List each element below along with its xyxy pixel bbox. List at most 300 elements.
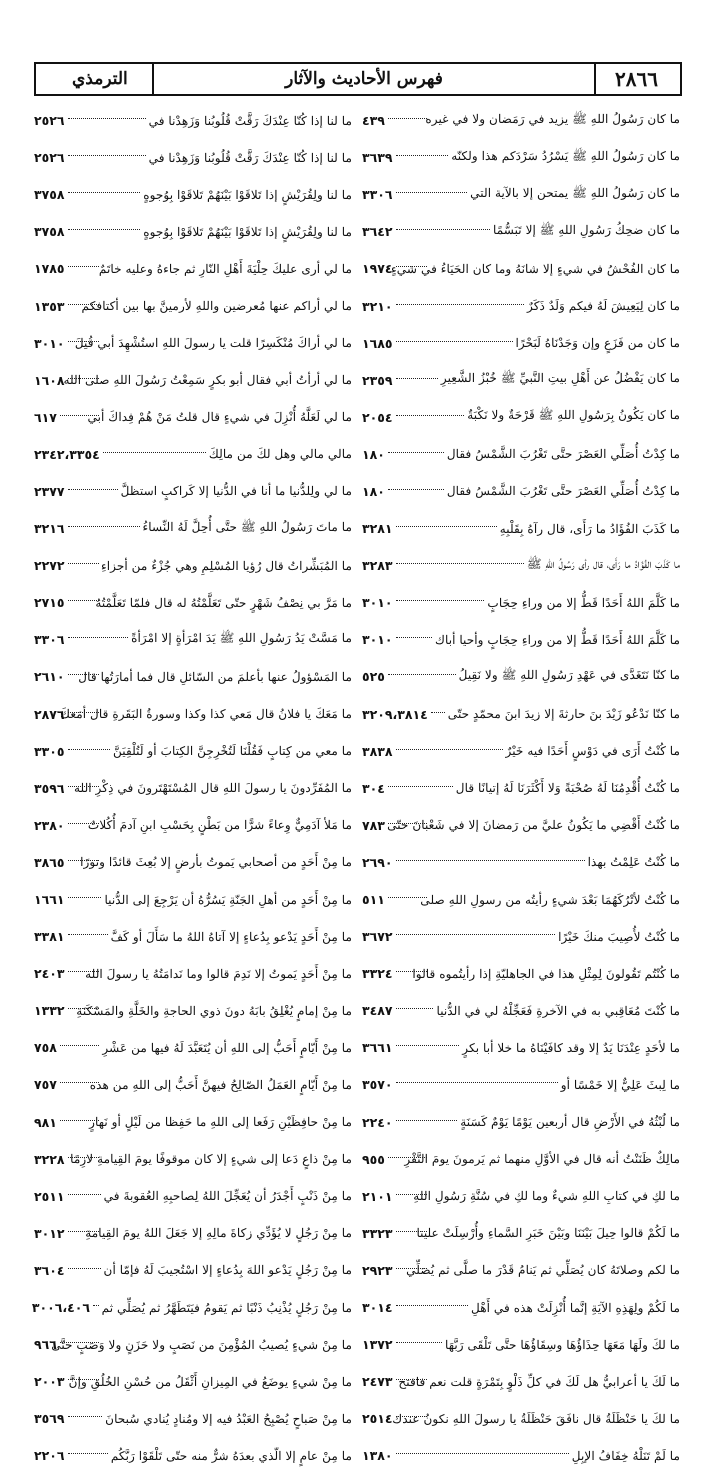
entry-reference-number: ٢٠٠٣ (34, 1374, 65, 1390)
leader-dots (388, 489, 444, 490)
index-entry (362, 436, 680, 473)
index-entry (362, 287, 680, 324)
entry-text: ما كُنْتُ عَلِمْتُ بهذا (587, 855, 680, 870)
index-entry (362, 844, 680, 881)
leader-dots (396, 1416, 427, 1417)
entry-reference-number: ١٦٨٥ (362, 335, 393, 351)
entry-reference-number: ٥١١ (362, 892, 385, 908)
entry-text: ما مِنْ عامٍ إلا الّذي بعدَهُ شرٌّ منه حتّى تَلْقَوْا رَبَّكُم (110, 1448, 352, 1463)
leader-dots (68, 786, 99, 787)
entry-reference-number: ٢٥١٤ (362, 1411, 393, 1427)
index-entry (362, 213, 680, 250)
leader-dots (396, 1082, 558, 1083)
leader-dots (68, 1008, 99, 1009)
index-entry (34, 696, 352, 733)
entry-reference-number: ٣٠١٤ (362, 1300, 393, 1316)
entry-reference-number: ٢٦١٠ (34, 669, 65, 685)
entry-text: ما لي أراكم عنها مُعرضين واللهِ لأرمينَّ بها بين أكتافكم (81, 299, 352, 314)
entry-reference-number: ٢٤٧٣ (362, 1374, 393, 1390)
index-entry (362, 1252, 680, 1289)
leader-dots (396, 934, 556, 935)
index-entry (362, 510, 680, 547)
entry-text: ما لكَ ولَهَا مَعَهَا حِذَاؤُهَا وسِقَاؤُهَا حتَّى تَلْقَى رَبَّهَا (445, 1337, 680, 1352)
leader-dots (60, 1045, 99, 1046)
leader-dots (396, 637, 432, 638)
entry-reference-number: ٢٣٨٠ (34, 817, 65, 833)
entry-reference-number: ٣٢٢٨ (34, 1151, 65, 1167)
entry-reference-number: ٣٣٠٦ (34, 632, 65, 648)
leader-dots (388, 118, 427, 119)
entry-reference-number: ١٨٠ (362, 446, 385, 462)
entry-text: ما مِنْ رَجُلٍ لا يُؤَدِّي زكاةَ مالِهِ إلا جَعَلَ اللهُ يومَ القِيامةِ (85, 1226, 352, 1241)
leader-dots (68, 1416, 103, 1417)
entry-text: ما كان يَفْضُلُ عن أَهْلِ بيتِ النَّبيِّ ﷺ خُبْزُ الشَّعِيرِ (440, 371, 680, 386)
entry-text: ما المَسْؤولُ عنها بأعلمَ من السّائلِ قال فما أمارَتُها قال (78, 669, 352, 684)
entry-reference-number: ٢٠٥٤ (362, 409, 393, 425)
entry-text: ما مِنْ حافِظَيْنِ رَفَعا إلى اللهِ ما حَفِظا من لَيْلٍ أو نَهارٍ (89, 1115, 352, 1130)
entry-text: ما كان لِيَعِيشَ لَهُ فيكم وَلَدٌ ذَكَرٌ (527, 299, 680, 314)
index-entry (362, 1289, 680, 1326)
index-entry (34, 399, 352, 436)
index-entry (34, 102, 352, 139)
entry-reference-number: ٢٥١١ (34, 1188, 65, 1204)
leader-dots (68, 1379, 99, 1380)
leader-dots (396, 1453, 569, 1454)
leader-dots (396, 415, 465, 416)
leader-dots (68, 526, 140, 527)
entry-reference-number: ١٩٧٤ (362, 261, 393, 277)
index-entry (362, 992, 680, 1029)
entry-reference-number: ٢٢٤٠ (362, 1114, 393, 1130)
leader-dots (388, 786, 453, 787)
index-entry (362, 955, 680, 992)
entry-text: ما لي لَعَلَّهُ أُنْزِلَ في شيءٍ قال قلتُ مَنْ هُمْ فِداكَ أبي (87, 410, 352, 425)
entry-reference-number: ٢٤٠٣ (34, 966, 65, 982)
index-entry (362, 1400, 680, 1437)
page-title: فهرس الأحاديث والآثار (285, 69, 443, 89)
index-entry (34, 584, 352, 621)
index-entry (34, 1029, 352, 1066)
entry-text: ما مِنْ صَباحٍ يُصْبِحُ العَبْدُ فيه إلا ومُنادٍ يُنادي سُبحانَ (105, 1411, 352, 1426)
entry-text: ما كُنْتُ لأتْرُكَهُمَا بَعْدَ شيءٍ رأيتُه من رسولِ اللهِ صلى (420, 892, 680, 907)
entry-text: ما كَذَبَ الفُؤَادُ ما رَأَى، قال رأى رَسُولُ اللهِ ﷺ (526, 556, 680, 571)
leader-dots (60, 1342, 99, 1343)
entry-text: ما لكَ يا حَنْظَلَةُ قال نافَقَ حَنْظَلَةُ يا رسولَ اللهِ نكونُ عندك (392, 1411, 680, 1426)
entry-text: ما كِدْتُ أُصَلِّي العَصْرَ حتَّى تَغْرُبَ الشَّمْسُ فقال (446, 484, 680, 499)
leader-dots (68, 934, 108, 935)
leader-dots (396, 1342, 443, 1343)
index-entry (34, 1178, 352, 1215)
leader-dots (68, 192, 141, 193)
entry-reference-number: ١٣٣٢ (34, 1003, 65, 1019)
leader-dots (68, 1231, 99, 1232)
entry-reference-number: ٣٧٥٨ (34, 187, 65, 203)
entry-reference-number: ٣٣٠٦ (362, 187, 393, 203)
entry-reference-number: ١٧٨٥ (34, 261, 65, 277)
entry-text: ما مِنْ ذَنْبٍ أَجْدَرُ أن يُعَجِّلَ اللهُ لِصاحبِهِ العُقوبةَ في (103, 1189, 352, 1204)
entry-text: ما لنا إذا كُنّا عِنْدَكَ رَقَّتْ قُلُوبُنا وَزَهِدْنا في (148, 150, 352, 165)
index-entry (34, 473, 352, 510)
leader-dots (396, 600, 485, 601)
leader-dots (68, 229, 141, 230)
index-entry (362, 658, 680, 695)
index-entry (362, 733, 680, 770)
index-entry (362, 696, 680, 733)
leader-dots (68, 637, 129, 638)
entry-text: ما لَكُمْ ولِهَذِهِ الآيَةِ إنَّما أُنْزِلَتْ هذه في أَهْلِ (470, 1300, 680, 1315)
entry-text: ما مِنْ أَحَدٍ يَموتُ إلا نَدِمَ قالوا وما نَدامَتُهُ يا رسولَ الله (85, 966, 352, 981)
entry-reference-number: ٢٧١٥ (34, 595, 65, 611)
leader-dots (396, 971, 427, 972)
entry-reference-number: ٩٨١ (34, 1114, 57, 1130)
entry-text: ما لنا ولِقُرَيْشٍ إذا تَلاقَوْا بَيْنَهُمْ تَلاقَوْا بِوُجوهٍ (143, 224, 352, 239)
leader-dots (103, 452, 206, 453)
entry-reference-number: ٣٢١٠ (362, 298, 393, 314)
entry-reference-number: ٣٢٨١ (362, 521, 393, 537)
header-left-rule (34, 64, 36, 94)
entry-reference-number: ٣٧٥٨ (34, 224, 65, 240)
index-entry (34, 436, 352, 473)
index-entry (362, 176, 680, 213)
entry-reference-number: ٤٣٩ (362, 113, 385, 129)
entry-reference-number: ١٦٦١ (34, 892, 65, 908)
index-entry (34, 955, 352, 992)
entry-reference-number: ٣٠٤ (362, 780, 385, 796)
index-entry (362, 1178, 680, 1215)
index-entry (34, 1215, 352, 1252)
entry-reference-number: ١٣٥٣ (34, 298, 65, 314)
index-entry (34, 547, 352, 584)
leader-dots (396, 749, 503, 750)
entry-reference-number: ٣٤٨٧ (362, 1003, 393, 1019)
entry-reference-number: ٣٢٨٣ (362, 558, 393, 574)
index-entry (362, 881, 680, 918)
entry-text: ما مَعَكَ يا فلانُ قال مَعي كذا وكذا وسورةُ البَقَرةِ قال أمَعكَ (60, 707, 352, 722)
entry-reference-number: ٣٥٦٩ (34, 1411, 65, 1427)
entry-reference-number: ٣٠١٠ (34, 335, 65, 351)
leader-dots (68, 897, 102, 898)
page-header (34, 62, 682, 96)
entry-text: ما كان ضحِكُ رَسُولِ اللهِ ﷺ إلا تَبَسُّمًا (493, 222, 680, 237)
entry-reference-number: ٢١٠١ (362, 1188, 393, 1204)
index-entry (34, 1104, 352, 1141)
entry-reference-number: ٢٨٧٦ (34, 706, 65, 722)
leader-dots (68, 712, 99, 713)
leader-dots (396, 229, 490, 230)
entry-text: ما كُنْتُ لأُصِيبَ منكَ خَيْرًا (558, 929, 680, 944)
entry-reference-number: ٣٦٦١ (362, 1040, 393, 1056)
entry-reference-number: ٢٩٢٣ (362, 1262, 393, 1278)
entry-reference-number: ٣٦٣٩ (362, 150, 393, 166)
leader-dots (93, 1305, 99, 1306)
leader-dots (431, 712, 445, 713)
leader-dots (68, 971, 99, 972)
leader-dots (396, 1231, 427, 1232)
entry-text: ما مِنْ أَحَدٍ من أهلِ الجَنّةِ يَسُرُّهُ أن يَرْجِعَ إلى الدُّنيا (104, 892, 352, 907)
entry-text: ما كان رَسُولُ اللهِ ﷺ يزيد في رَمَضان ولا في غيره (425, 111, 680, 126)
entry-reference-number: ٣٠١٠ (362, 595, 393, 611)
leader-dots (68, 749, 110, 750)
leader-dots (68, 860, 99, 861)
entry-reference-number: ٢٥٢٦ (34, 150, 65, 166)
index-entry (34, 658, 352, 695)
section-name: الترمذي (72, 69, 128, 89)
leader-dots (68, 266, 99, 267)
entry-text: ما مِنْ شيءٍ يوضَعُ في المِيزانِ أَثْقَلُ من حُسْنِ الخُلُقِ وإنَّ (68, 1374, 352, 1389)
leader-dots (396, 1120, 458, 1121)
entry-text: ما لَكَ يا أعرابيُّ هل لَكَ في كلِّ ذَلْوٍ بِتَمْرَةٍ قلت نعم فافتح (398, 1374, 680, 1389)
entry-text: ما لنا إذا كُنّا عِنْدَكَ رَقَّتْ قُلُوبُنا وَزَهِدْنا في (148, 113, 352, 128)
entry-reference-number: ٣٣٢٣ (362, 1225, 393, 1241)
entry-reference-number: ٣٦٧٢ (362, 929, 393, 945)
entry-reference-number: ٣٦٤٢ (362, 224, 393, 240)
index-entry (362, 362, 680, 399)
index-entry (362, 473, 680, 510)
entry-reference-number: ٢٣٤٢،٣٣٥٤ (34, 446, 100, 462)
entry-text: ما لِبثَ عَلِيٌّ إلا خَمْسًا أو (560, 1077, 680, 1092)
entry-text: ما مِنْ أَحَدٍ من أصحابي يَموتُ بأرضٍ إلا بُعِثَ قائدًا ونورًا (80, 855, 352, 870)
entry-text: ما لي أرأتُ أبي فقال أبو بكرٍ سَمِعْتُ رَسُولَ اللهِ صلى الله (63, 373, 352, 388)
entry-reference-number: ٧٥٧ (34, 1077, 57, 1093)
index-entry (34, 844, 352, 881)
index-entry (34, 362, 352, 399)
leader-dots (396, 1268, 427, 1269)
header-divider-left (152, 64, 154, 94)
index-entry (362, 918, 680, 955)
entry-text: مالي مالي وهل لكَ من مالِكَ (208, 447, 352, 462)
entry-reference-number: ٢٢٧٢ (34, 558, 65, 574)
leader-dots (68, 600, 99, 601)
entry-text: ما لي أراكَ مُنْكَسِرًا قلت يا رسولَ اللهِ استُشْهِدَ أبي قُتِلَ (74, 336, 352, 351)
entry-reference-number: ٢٦٩٠ (362, 854, 393, 870)
entry-text: ما لَكُمْ قالوا حِيلَ بَيْنَنَا وبَيْنَ خَبَرِ السَّماءِ وأُرْسِلَتْ علينا (416, 1226, 680, 1241)
entry-text: ما لكم وصلاتَهُ كان يُصَلِّي ثم يَنامُ قَدْرَ ما صلَّى ثم يُصَلِّي (406, 1263, 680, 1278)
entry-text: ما كان يَكُونُ بِرَسُولِ اللهِ ﷺ قَرْحَةٌ ولا نَكْبَةٌ (467, 408, 680, 423)
entry-reference-number: ٧٥٨ (34, 1040, 57, 1056)
leader-dots (68, 1194, 101, 1195)
index-entry (362, 547, 680, 584)
entry-reference-number: ٣٣٢٤ (362, 966, 393, 982)
index-entry (34, 139, 352, 176)
leader-dots (68, 563, 99, 564)
entry-reference-number: ١٨٠ (362, 483, 385, 499)
entry-reference-number: ١٣٨٠ (362, 1448, 393, 1464)
index-entry (31, 1289, 352, 1326)
leader-dots (68, 489, 118, 490)
entry-text: ما كَلَّمَ اللهُ أَحَدًا قَطُّ إلا من وراءِ حِجَابٍ (487, 595, 680, 610)
entry-reference-number: ٦١٧ (34, 409, 57, 425)
entry-reference-number: ٣٣٠٥ (34, 743, 65, 759)
entry-reference-number: ٢٣٧٧ (34, 483, 65, 499)
leader-dots (68, 341, 99, 342)
leader-dots (388, 897, 427, 898)
index-entry (362, 1066, 680, 1103)
entry-reference-number: ٢٥٢٦ (34, 113, 65, 129)
entry-reference-number: ٣٦٠٤ (34, 1262, 65, 1278)
index-entry (362, 1437, 680, 1474)
leader-dots (68, 674, 99, 675)
entry-text: ما المُفَرِّدونَ يا رسولَ اللهِ قال المُسْتَهْتَرونَ في ذِكْرِ الله (74, 781, 352, 796)
index-entry (34, 918, 352, 955)
entry-text: ما كان رَسُولُ اللهِ ﷺ يمتحن إلا بالآية التي (470, 185, 680, 200)
entry-reference-number: ٣٠١٢ (34, 1225, 65, 1241)
entry-text: ما كان الفُحْشُ في شيءٍ إلا شانَهُ وما كان الحَيَاءُ في شيءٍ (390, 261, 680, 276)
entry-text: ما كنّا نَدْعُو زَيْدَ بنَ حارثةَ إلا زيدَ ابنَ محمّدٍ حتّى (447, 707, 680, 722)
index-entry (362, 807, 680, 844)
index-entry (362, 1326, 680, 1363)
entry-text: ما مِنْ أَيّامٍ أَحَبُّ إلى اللهِ أن يُتَعَبَّدَ لَهُ فيها من عَشْرِ (102, 1040, 352, 1055)
entry-text: ما كُنْتُم تَقُولونَ لِمِثْلِ هذا في الجاهليّةِ إذا رأيتُموه قالوا (412, 966, 680, 981)
entry-text: مالِكٌ ظَنَنْتُ أنه قال في الأوَّلِ منهما ثم يَرمونَ يومَ النَّفْرِ (404, 1152, 680, 1167)
leader-dots (68, 823, 99, 824)
leader-dots (388, 452, 444, 453)
index-entry (34, 287, 352, 324)
entry-reference-number: ٩٦٦ (34, 1337, 57, 1353)
index-entry (34, 1141, 352, 1178)
index-entry (362, 1141, 680, 1178)
page-number: ٢٨٦٦ (615, 67, 658, 91)
entry-text: ما ماتَ رَسُولُ اللهِ ﷺ حتَّى أُحِلَّ لَهُ النِّساءُ (142, 519, 352, 534)
entry-text: ما كنّا نَتَغَدَّى في عَهْدِ رَسُولِ اللهِ ﷺ ولا نَقِيلُ (458, 667, 680, 682)
leader-dots (396, 1194, 427, 1195)
entry-text: ما لَمْ تَنَلْهُ خِفَافُ الإبِلِ (571, 1448, 680, 1463)
index-entry (362, 399, 680, 436)
header-divider-right (594, 64, 596, 94)
index-entry (34, 881, 352, 918)
entry-text: ما لنا ولِقُرَيْشٍ إذا تَلاقَوْا بَيْنَهُمْ تَلاقَوْا بِوُجوهٍ (143, 187, 352, 202)
entry-text: ما لأحَدٍ عِنْدَنَا يَدٌ إلا وقد كافَيْنَاهُ ما خلا أبا بكرٍ (462, 1040, 680, 1055)
leader-dots (388, 823, 427, 824)
entry-text: ما لي أرى عليكَ حِلْيَةَ أَهْلِ النّارِ ثم جاءهُ وعليه خاتَمٌ (98, 261, 352, 276)
index-entry (362, 1215, 680, 1252)
index-entry (362, 139, 680, 176)
leader-dots (60, 1082, 99, 1083)
leader-dots (68, 1453, 108, 1454)
entry-text: ما مَلأ آدَمِيٌّ وِعاءً شرًّا من بَطْنٍ بِحَسْبِ ابنِ آدمَ أُكُلاتٌ (87, 818, 352, 833)
leader-dots (68, 155, 146, 156)
entry-reference-number: ٣٢٠٩،٣٨١٤ (362, 706, 428, 722)
index-entry (34, 213, 352, 250)
entry-text: ما لي ولِلدُّنيا ما أنا في الدُّنيا إلا كَراكبٍ استظلَّ (120, 484, 352, 499)
entry-reference-number: ٣٥٩٦ (34, 780, 65, 796)
entry-text: ما كِدْتُ أُصَلِّي العَصْرَ حتَّى تَغْرُبَ الشَّمْسُ فقال (446, 447, 680, 462)
leader-dots (396, 266, 427, 267)
index-entry (34, 1363, 352, 1400)
index-entry (34, 176, 352, 213)
leader-dots (396, 378, 438, 379)
leader-dots (68, 378, 99, 379)
index-entry (362, 250, 680, 287)
leader-dots (396, 1045, 460, 1046)
leader-dots (396, 1305, 468, 1306)
leader-dots (396, 1379, 427, 1380)
entry-text: ما مِنْ إمامٍ يُغْلِقُ بابَهُ دونَ ذوي الحاجةِ والخَلَّةِ والمَسْكَنَةِ (76, 1003, 352, 1018)
left-column (31, 102, 352, 1474)
entry-reference-number: ٣٢١٦ (34, 521, 65, 537)
leader-dots (388, 1157, 427, 1158)
index-entry (34, 325, 352, 362)
index-entry (362, 1363, 680, 1400)
index-entry (34, 1066, 352, 1103)
index-entry (362, 770, 680, 807)
leader-dots (396, 155, 449, 156)
leader-dots (60, 415, 99, 416)
entry-text: ما كُنْتُ أَقْضِي ما يَكُونُ عليَّ من رَمضانَ إلا في شَعْبانَ حتّى (387, 818, 680, 833)
index-entry (362, 584, 680, 621)
index-entry (362, 621, 680, 658)
entry-text: ما مِنْ أَيّامٍ العَمَلُ الصّالِحُ فيهنَّ أَحَبُّ إلى اللهِ من هذه (89, 1077, 352, 1092)
entry-text: ما مِنْ ذاعٍ دَعا إلى شيءٍ إلا كان موقوفًا يومَ القِيامةِ لازِمًا (70, 1152, 352, 1167)
entry-text: ما لكِ في كتابِ اللهِ شيءٌ وما لكِ في سُنَّةِ رَسُولِ اللهِ (413, 1189, 680, 1204)
leader-dots (68, 1157, 99, 1158)
entry-text: ما مَسَّتْ يَدُ رَسُولِ اللهِ ﷺ يَدَ امْرَأةٍ إلا امْرَأةً (131, 630, 352, 645)
leader-dots (396, 860, 585, 861)
leader-dots (396, 304, 524, 305)
index-entry (34, 1326, 352, 1363)
leader-dots (68, 118, 146, 119)
leader-dots (396, 1008, 434, 1009)
entry-text: ما كُنْتُ أَرَى في دَوْسٍ أَحَدًا فيه خَيْرٌ (505, 744, 680, 759)
entry-reference-number: ٣٠٠٦،٤٠٦ (31, 1300, 90, 1316)
entry-reference-number: ٥٢٥ (362, 669, 385, 685)
entry-reference-number: ٣٨٦٥ (34, 854, 65, 870)
entry-text: ما معي من كِتابٍ فَقُلْنَا لَتُخْرِجِنَّ الكِتابَ أو لَتُلْقِيَنَّ (113, 744, 352, 759)
index-entry (362, 325, 680, 362)
leader-dots (396, 563, 524, 564)
entry-text: ما كُنْتُ أُقْدِمُنَا لَهُ صُحْبَةً وَلا أَكْثَرَنَا لَهُ إتيانًا قال (455, 781, 680, 796)
entry-reference-number: ٢٣٥٩ (362, 372, 393, 388)
index-entry (362, 102, 680, 139)
index-entry (34, 250, 352, 287)
index-entry (34, 510, 352, 547)
entry-text: ما كان رَسُولُ اللهِ ﷺ يَسْرُدُ سَرْدَكم هذا ولكنّه (451, 148, 680, 163)
index-entry (34, 992, 352, 1029)
entry-reference-number: ٢٢٠٦ (34, 1448, 65, 1464)
right-column (362, 102, 680, 1474)
entry-text: ما مِنْ أَحَدٍ يَدْعو بِدُعاءٍ إلا آتاهُ اللهُ ما سَأَلَ أو كَفَّ (110, 929, 352, 944)
leader-dots (68, 1268, 101, 1269)
index-entry (34, 807, 352, 844)
leader-dots (396, 341, 513, 342)
entry-text: ما لُبْثُهُ في الأَرْضِ قال أربعين يَوْمًا يَوْمٌ كَسَنَةٍ (460, 1115, 680, 1130)
entry-reference-number: ٣٨٣٨ (362, 743, 393, 759)
entry-text: ما كان من فَزَعٍ وإن وَجَدْنَاهُ لَبَحْرًا (515, 336, 680, 351)
entry-text: ما كُنْتَ مُعَاقِبي به في الآخرةِ فَعَجِّلْهُ لي في الدُّنيا (436, 1003, 680, 1018)
index-entry (34, 770, 352, 807)
index-entry (362, 1029, 680, 1066)
entry-reference-number: ٩٥٥ (362, 1151, 385, 1167)
index-entry (34, 1437, 352, 1474)
entry-text: ما المُبَشِّراتُ قال رُؤيا المُسْلِمِ وهي جُزْءٌ من أجزاءِ (101, 558, 352, 573)
entry-reference-number: ٧٨٣ (362, 817, 385, 833)
entry-text: ما كَذَبَ الفُؤَادُ ما رَأَى، قال رآهُ بِقَلْبِهِ (499, 521, 680, 536)
entry-reference-number: ٣٠١٠ (362, 632, 393, 648)
leader-dots (396, 526, 497, 527)
leader-dots (68, 304, 99, 305)
entry-text: ما مَرَّ بي نِصْفُ شَهْرٍ حتّى تَعَلَّمْتُهُ له قال فلمّا تَعَلَّمْتُهُ (95, 595, 352, 610)
entry-reference-number: ١٣٧٢ (362, 1337, 393, 1353)
index-entry (34, 1252, 352, 1289)
entry-reference-number: ١٦٠٨ (34, 372, 65, 388)
entry-reference-number: ٣٣٨١ (34, 929, 65, 945)
entry-reference-number: ٣٥٧٠ (362, 1077, 393, 1093)
index-entry (362, 1104, 680, 1141)
leader-dots (60, 1120, 99, 1121)
entry-text: ما مِنْ رَجُلٍ يَدْعو اللهَ بِدُعاءٍ إلا اسْتُجيبَ لَهُ فإمّا أن (103, 1263, 352, 1278)
header-right-rule (680, 64, 682, 94)
entry-text: ما مِنْ رَجُلٍ يُذْنِبُ ذَنْبًا ثم يَقومُ فيَتَطَهَّرُ ثم يُصَلِّي ثم (101, 1300, 352, 1315)
leader-dots (396, 192, 468, 193)
